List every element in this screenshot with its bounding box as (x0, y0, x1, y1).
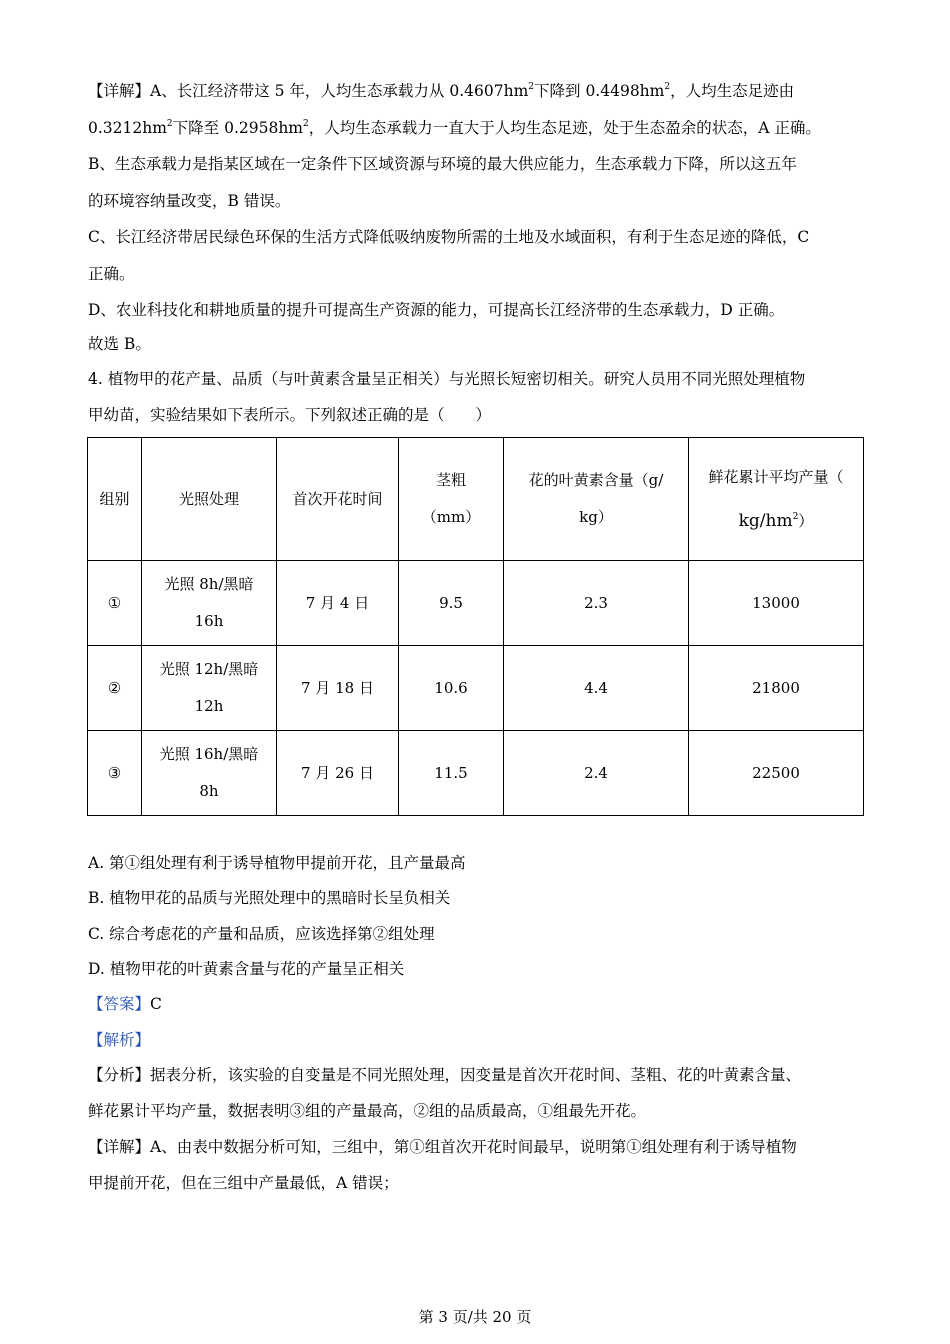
cell-yield: 13000 (689, 561, 864, 646)
detail-c-line-1: C、长江经济带居民绿色环保的生活方式降低吸纳废物所需的土地及水域面积，有利于生态足迹的降低，C (88, 228, 810, 246)
header-group: 组别 (88, 438, 142, 561)
detail-tag: 【详解】 (88, 82, 151, 100)
table-row (88, 561, 864, 646)
option-d: D. 植物甲花的叶黄素含量与花的产量呈正相关 (88, 960, 405, 978)
table-header-row (88, 438, 864, 561)
cell-group: ① (88, 561, 142, 646)
detail-c-line-2: 正确。 (88, 265, 135, 283)
detail-a-line-2: $0.3212hm^2$下降至 $0.2958hm^2$，人均生态承载力一直大于人均生态足迹，处于生态盈余的状态，A 正确。 (88, 119, 821, 137)
fenxi-tag: 【分析】 (88, 1066, 151, 1084)
conclusion: 故选 B。 (88, 335, 151, 353)
header-yield: 鲜花累计平均产量（ $kg/hm^2$） (689, 438, 864, 561)
header-light: 光照处理 (142, 438, 277, 561)
cell-light: 光照 16h/黑暗 8h (142, 731, 277, 816)
cell-stem: 9.5 (399, 561, 504, 646)
detail-d-line-1: D、农业科技化和耕地质量的提升可提高生产资源的能力，可提高长江经济带的生态承载力，D 正确。 (88, 301, 785, 319)
analysis-tag: 【解析】 (88, 1031, 151, 1049)
fenxi-line-1: 【分析】据表分析，该实验的自变量是不同光照处理，因变量是首次开花时间、茎粗、花的叶黄素含量、 (88, 1066, 802, 1084)
cell-first-bloom: 7 月 4 日 (277, 561, 399, 646)
question-4-line-1: 4. 植物甲的花产量、品质（与叶黄素含量呈正相关）与光照长短密切相关。研究人员用不同光照处理植物 (88, 370, 806, 388)
cell-lutein: 2.3 (504, 561, 689, 646)
cell-group: ② (88, 646, 142, 731)
header-stem: 茎粗 （mm） (399, 438, 504, 561)
detail2-tag: 【详解】 (88, 1138, 151, 1156)
fenxi-line-2: 鲜花累计平均产量，数据表明③组的产量最高，②组的品质最高，①组最先开花。 (88, 1102, 647, 1120)
detail2-line-2: 甲提前开花，但在三组中产量最低，A 错误； (88, 1174, 399, 1192)
header-first-bloom: 首次开花时间 (277, 438, 399, 561)
page-footer: 第 3 页/共 20 页 (418, 1308, 532, 1326)
option-c: C. 综合考虑花的产量和品质，应该选择第②组处理 (88, 925, 435, 943)
cell-lutein: 4.4 (504, 646, 689, 731)
table-row (88, 731, 864, 816)
detail2-line-1: 【详解】A、由表中数据分析可知，三组中，第①组首次开花时间最早，说明第①组处理有利于诱导植物 (88, 1138, 797, 1156)
detail-b-line-2: 的环境容纳量改变，B 错误。 (88, 192, 291, 210)
cell-stem: 10.6 (399, 646, 504, 731)
cell-light: 光照 12h/黑暗 12h (142, 646, 277, 731)
header-lutein: 花的叶黄素含量（g/ kg） (504, 438, 689, 561)
cell-yield: 22500 (689, 731, 864, 816)
answer: 【答案】C (88, 995, 162, 1013)
cell-first-bloom: 7 月 26 日 (277, 731, 399, 816)
option-a: A. 第①组处理有利于诱导植物甲提前开花，且产量最高 (88, 854, 466, 872)
cell-light: 光照 8h/黑暗 16h (142, 561, 277, 646)
cell-stem: 11.5 (399, 731, 504, 816)
detail-a-line-1: 【详解】A、长江经济带这 5 年，人均生态承载力从 $0.4607hm^2$下降到 $0.4498hm^2$，人均生态足迹由 (88, 82, 795, 100)
table-row (88, 646, 864, 731)
answer-tag: 【答案】 (88, 995, 151, 1013)
cell-first-bloom: 7 月 18 日 (277, 646, 399, 731)
cell-group: ③ (88, 731, 142, 816)
option-b: B. 植物甲花的品质与光照处理中的黑暗时长呈负相关 (88, 889, 451, 907)
cell-yield: 21800 (689, 646, 864, 731)
results-table (87, 437, 864, 816)
cell-lutein: 2.4 (504, 731, 689, 816)
detail-b-line-1: B、生态承载力是指某区域在一定条件下区域资源与环境的最大供应能力，生态承载力下降，所以这五年 (88, 155, 797, 173)
question-4-line-2: 甲幼苗，实验结果如下表所示。下列叙述正确的是（ ） (88, 406, 492, 424)
